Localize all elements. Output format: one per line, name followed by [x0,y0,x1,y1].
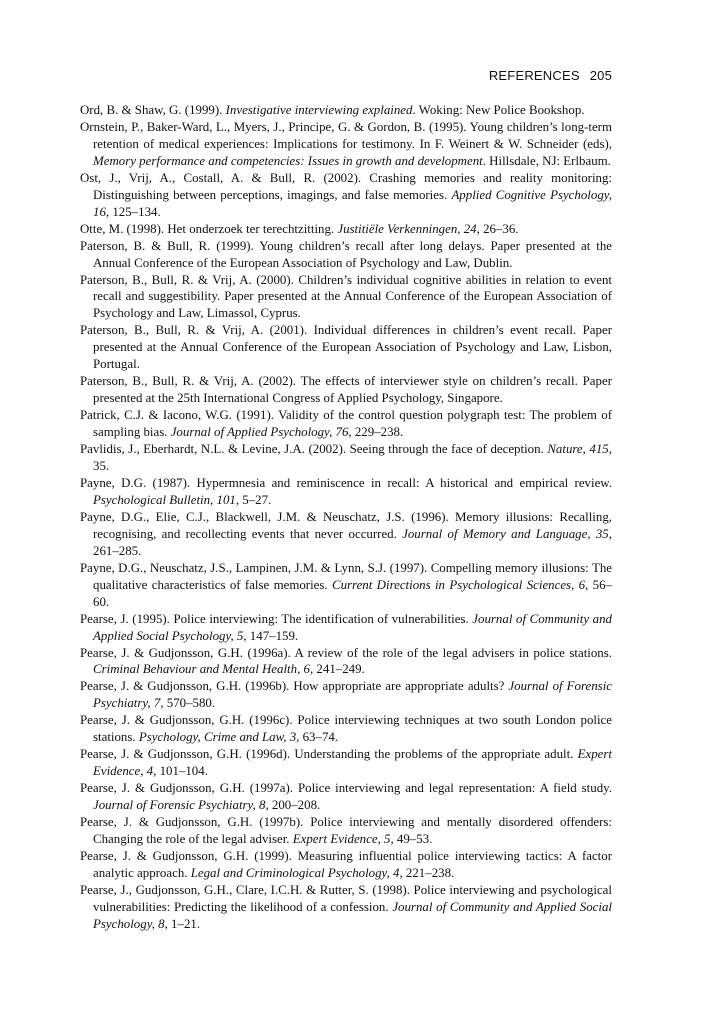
reference-entry: Pearse, J. & Gudjonsson, G.H. (1999). Measuring influential police interviewing tactics: A factor analytic approach. Legal and Criminological Psychology, 4, 221–238. [80,848,612,880]
reference-entry: Pearse, J. & Gudjonsson, G.H. (1997a). Police interviewing and legal representation: A field study. Journal of Forensic Psychiatry, 8, 200–208. [80,781,612,813]
reference-entry: Paterson, B., Bull, R. & Vrij, A. (2002). The effects of interviewer style on children’s recall. Paper presented at the 25th International Congress of Applied Psychology, Singapore. [80,374,612,406]
reference-entry: Pearse, J., Gudjonsson, G.H., Clare, I.C.H. & Rutter, S. (1998). Police interviewing and psychological vulnerabilities: Predicting the likelihood of a confession. Journal of Community and Applied Social Psychology, 8, 1–21. [80,882,612,931]
reference-entry: Payne, D.G. (1987). Hypermnesia and reminiscence in recall: A historical and empirical review. Psychological Bulletin, 101, 5–27. [80,475,612,507]
running-head-title: REFERENCES [488,68,580,83]
reference-entry: Pearse, J. & Gudjonsson, G.H. (1996b). How appropriate are appropriate adults? Journal of Forensic Psychiatry, 7, 570–580. [80,679,612,711]
reference-entry: Payne, D.G., Elie, C.J., Blackwell, J.M. & Neuschatz, J.S. (1996). Memory illusions: Recalling, recognising, and recollecting events that never occurred. Journal of Memory and Language, 35, 261–285. [80,509,612,558]
reference-entry: Paterson, B., Bull, R. & Vrij, A. (2001). Individual differences in children’s event recall. Paper presented at the Annual Conference of the European Association of Psychology and Law, Lisbon, Portugal. [80,323,612,372]
reference-entry: Paterson, B. & Bull, R. (1999). Young children’s recall after long delays. Paper presented at the Annual Conference of the European Association of Psychology and Law, Dublin. [80,238,612,270]
reference-entry: Pearse, J. & Gudjonsson, G.H. (1996c). Police interviewing techniques at two south London police stations. Psychology, Crime and Law, 3, 63–74. [80,713,612,745]
reference-entry: Pearse, J. & Gudjonsson, G.H. (1996d). Understanding the problems of the appropriate adult. Expert Evidence, 4, 101–104. [80,747,612,779]
reference-entry: Pearse, J. & Gudjonsson, G.H. (1996a). A review of the role of the legal advisers in police stations. Criminal Behaviour and Mental Health, 6, 241–249. [80,645,612,677]
reference-entry: Ord, B. & Shaw, G. (1999). Investigative interviewing explained. Woking: New Police Bookshop. [80,103,585,117]
reference-entry: Payne, D.G., Neuschatz, J.S., Lampinen, J.M. & Lynn, S.J. (1997). Compelling memory illusions: The qualitative characteristics of false memories. Current Directions in Psychological Sciences, 6, 56–60. [80,560,612,609]
reference-list [80,102,612,933]
reference-entry: Ornstein, P., Baker-Ward, L., Myers, J., Principe, G. & Gordon, B. (1995). Young children’s long-term retention of medical experiences: Implications for testimony. In F. Weinert & W. Schneider (eds), Memory performance and competencies: Issues in growth and development. Hillsdale, NJ: Erlbaum. [80,119,612,168]
reference-entry: Ost, J., Vrij, A., Costall, A. & Bull, R. (2002). Crashing memories and reality monitoring: Distinguishing between perceptions, imagings, and false memories. Applied Cognitive Psychology, 16, 125–134. [80,170,612,219]
reference-entry: Otte, M. (1998). Het onderzoek ter terechtzitting. Justitiële Verkenningen, 24, 26–36. [80,221,519,236]
reference-entry: Paterson, B., Bull, R. & Vrij, A. (2000). Children’s individual cognitive abilities in relation to event recall and suggestibility. Paper presented at the Annual Conference of the European Association of Psychology and Law, Limassol, Cyprus. [80,272,612,321]
page-number: 205 [589,68,612,83]
reference-entry: Pearse, J. & Gudjonsson, G.H. (1997b). Police interviewing and mentally disordered offenders: Changing the role of the legal adviser. Expert Evidence, 5, 49–53. [80,815,612,846]
reference-entry: Patrick, C.J. & Iacono, W.G. (1991). Validity of the control question polygraph test: The problem of sampling bias. Journal of Applied Psychology, 76, 229–238. [80,408,612,440]
reference-entry: Pavlidis, J., Eberhardt, N.L. & Levine, J.A. (2002). Seeing through the face of deception. Nature, 415, 35. [80,442,612,474]
reference-entry: Pearse, J. (1995). Police interviewing: The identification of vulnerabilities. Journal of Community and Applied Social Psychology, 5, 147–159. [80,611,612,643]
running-head [489,68,612,83]
